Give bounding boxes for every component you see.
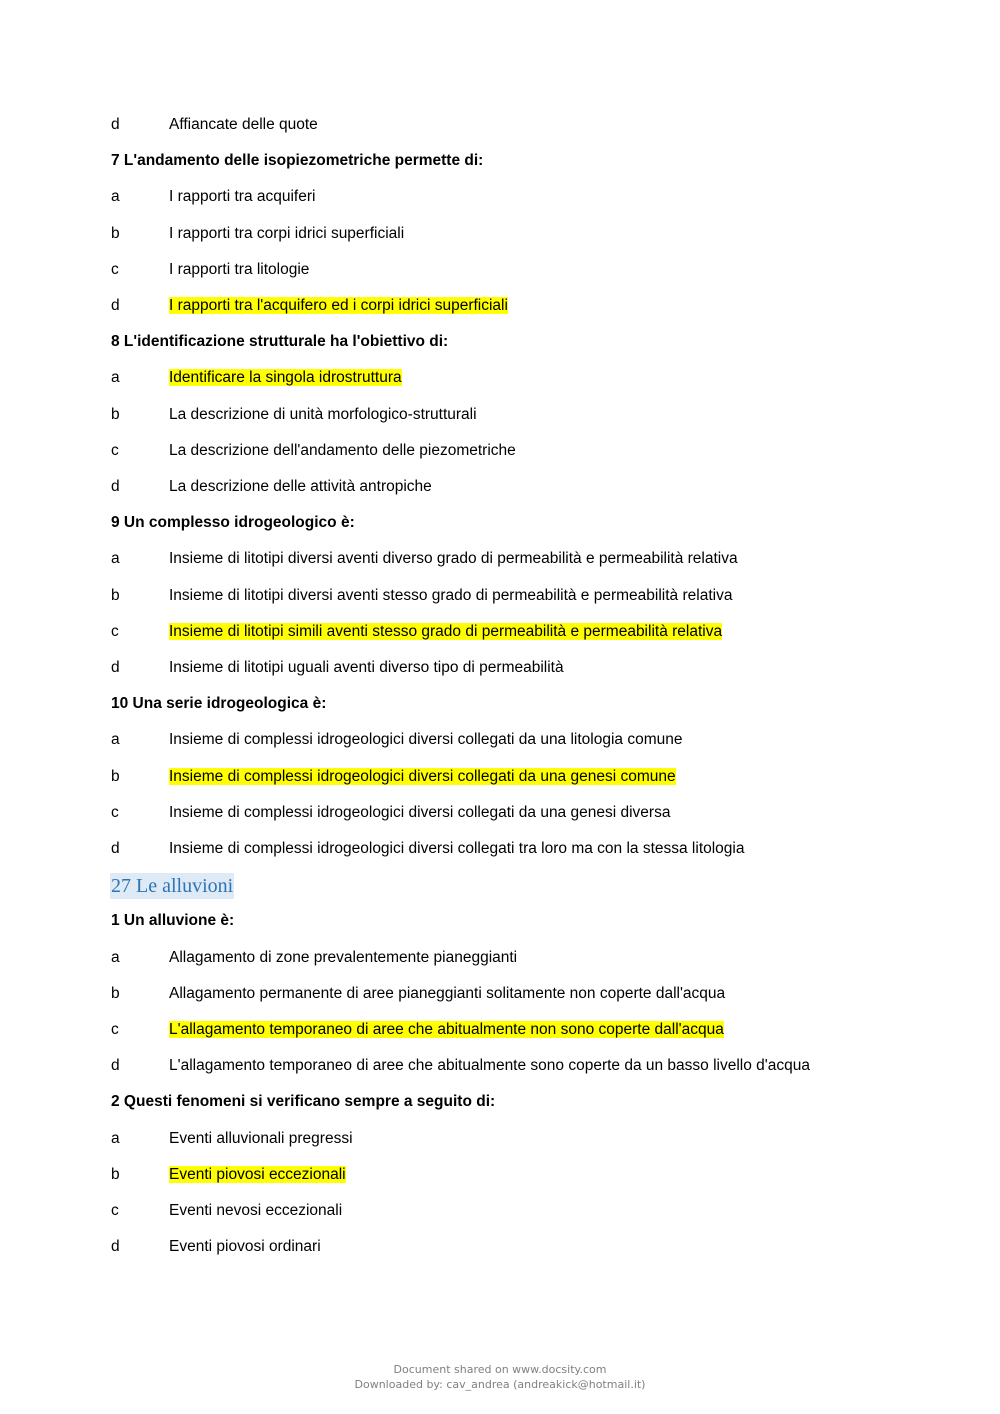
option-text: Eventi alluvionali pregressi [169,1130,353,1147]
highlighted-answer-text: I rapporti tra l'acquifero ed i corpi idrici superficiali [169,297,508,314]
option-letter: d [111,659,120,676]
option-text: Eventi nevosi eccezionali [169,1202,343,1219]
option-text: I rapporti tra litologie [169,261,310,278]
option-letter: b [111,768,120,785]
question-text: 1 Un alluvione è: [111,912,235,929]
footer-downloaded-by: Downloaded by: cav_andrea (andreakick@hotmail.it) [354,1378,646,1391]
option-letter: b [111,1166,120,1183]
option-letter: d [111,297,120,314]
option-text: Eventi piovosi ordinari [169,1238,321,1255]
answer-option-correct [111,767,676,787]
option-letter: c [111,623,119,640]
option-letter: d [111,1057,120,1074]
highlighted-answer-text: Insieme di litotipi simili aventi stesso grado di permeabilità e permeabilità relativa [169,623,723,640]
option-text: La descrizione delle attività antropiche [169,478,432,495]
option-text: Allagamento permanente di aree pianeggianti solitamente non coperte dall'acqua [169,985,726,1002]
answer-option [111,260,309,280]
answer-option-correct [111,1165,346,1185]
option-text: Allagamento di zone prevalentemente pianeggianti [169,949,518,966]
highlighted-answer-text: Insieme di complessi idrogeologici diversi collegati da una genesi comune [169,768,676,785]
highlighted-answer-text: Identificare la singola idrostruttura [169,369,402,386]
option-text: Insieme di litotipi diversi aventi stesso grado di permeabilità e permeabilità relativa [169,587,733,604]
option-text: Insieme di litotipi diversi aventi diverso grado di permeabilità e permeabilità relativa [169,550,738,567]
option-text: La descrizione di unità morfologico-strutturali [169,406,477,423]
option-text: Insieme di complessi idrogeologici diversi collegati da una genesi diversa [169,804,671,821]
option-text: La descrizione dell'andamento delle piezometriche [169,442,516,459]
option-letter: c [111,1021,119,1038]
question-text: 10 Una serie idrogeologica è: [111,695,327,712]
option-text: L'allagamento temporaneo di aree che abitualmente sono coperte da un basso livello d'acqua [169,1057,810,1074]
option-letter: b [111,587,120,604]
answer-option [111,1129,353,1149]
option-text: I rapporti tra acquiferi [169,188,316,205]
option-letter: a [111,1130,120,1147]
option-letter: b [111,225,120,242]
answer-option [111,658,564,678]
option-letter: d [111,1238,120,1255]
answer-option [111,586,732,606]
answer-option [111,549,738,569]
option-letter: b [111,406,120,423]
answer-option [111,405,477,425]
question-text: 8 L'identificazione strutturale ha l'obiettivo di: [111,333,449,350]
answer-option [111,839,745,859]
option-text: Insieme di complessi idrogeologici diversi collegati tra loro ma con la stessa litologia [169,840,745,857]
answer-option [111,948,517,968]
footer-shared-note: Document shared on www.docsity.com [393,1363,607,1376]
option-letter: c [111,442,119,459]
option-letter: d [111,478,120,495]
answer-option [111,803,670,823]
option-letter: a [111,188,120,205]
answer-option-correct [111,622,722,642]
option-letter: c [111,261,119,278]
highlighted-answer-text: L'allagamento temporaneo di aree che abitualmente non sono coperte dall'acqua [169,1021,724,1038]
answer-option [111,730,683,750]
answer-option-correct [111,296,508,316]
option-letter: c [111,804,119,821]
answer-option [111,441,516,461]
option-letter: c [111,1202,119,1219]
highlighted-answer-text: Eventi piovosi eccezionali [169,1166,346,1183]
option-text: Insieme di complessi idrogeologici diversi collegati da una litologia comune [169,731,683,748]
section-heading: 27 Le alluvioni [111,875,234,897]
option-text: Affiancate delle quote [169,116,318,133]
option-letter: a [111,369,120,386]
answer-option [111,115,318,135]
option-text: Insieme di litotipi uguali aventi diverso tipo di permeabilità [169,659,564,676]
answer-option [111,1201,342,1221]
option-text: I rapporti tra corpi idrici superficiali [169,225,405,242]
option-letter: a [111,731,120,748]
question-text: 9 Un complesso idrogeologico è: [111,514,355,531]
option-letter: d [111,116,120,133]
answer-option [111,984,725,1004]
option-letter: d [111,840,120,857]
answer-option [111,477,432,497]
option-letter: b [111,985,120,1002]
option-letter: a [111,550,120,567]
answer-option [111,224,404,244]
answer-option [111,1056,810,1076]
answer-option [111,187,315,207]
option-letter: a [111,949,120,966]
answer-option [111,1237,321,1257]
question-text: 7 L'andamento delle isopiezometriche permette di: [111,152,484,169]
answer-option-correct [111,1020,724,1040]
answer-option-correct [111,368,402,388]
question-text: 2 Questi fenomeni si verificano sempre a seguito di: [111,1093,496,1110]
